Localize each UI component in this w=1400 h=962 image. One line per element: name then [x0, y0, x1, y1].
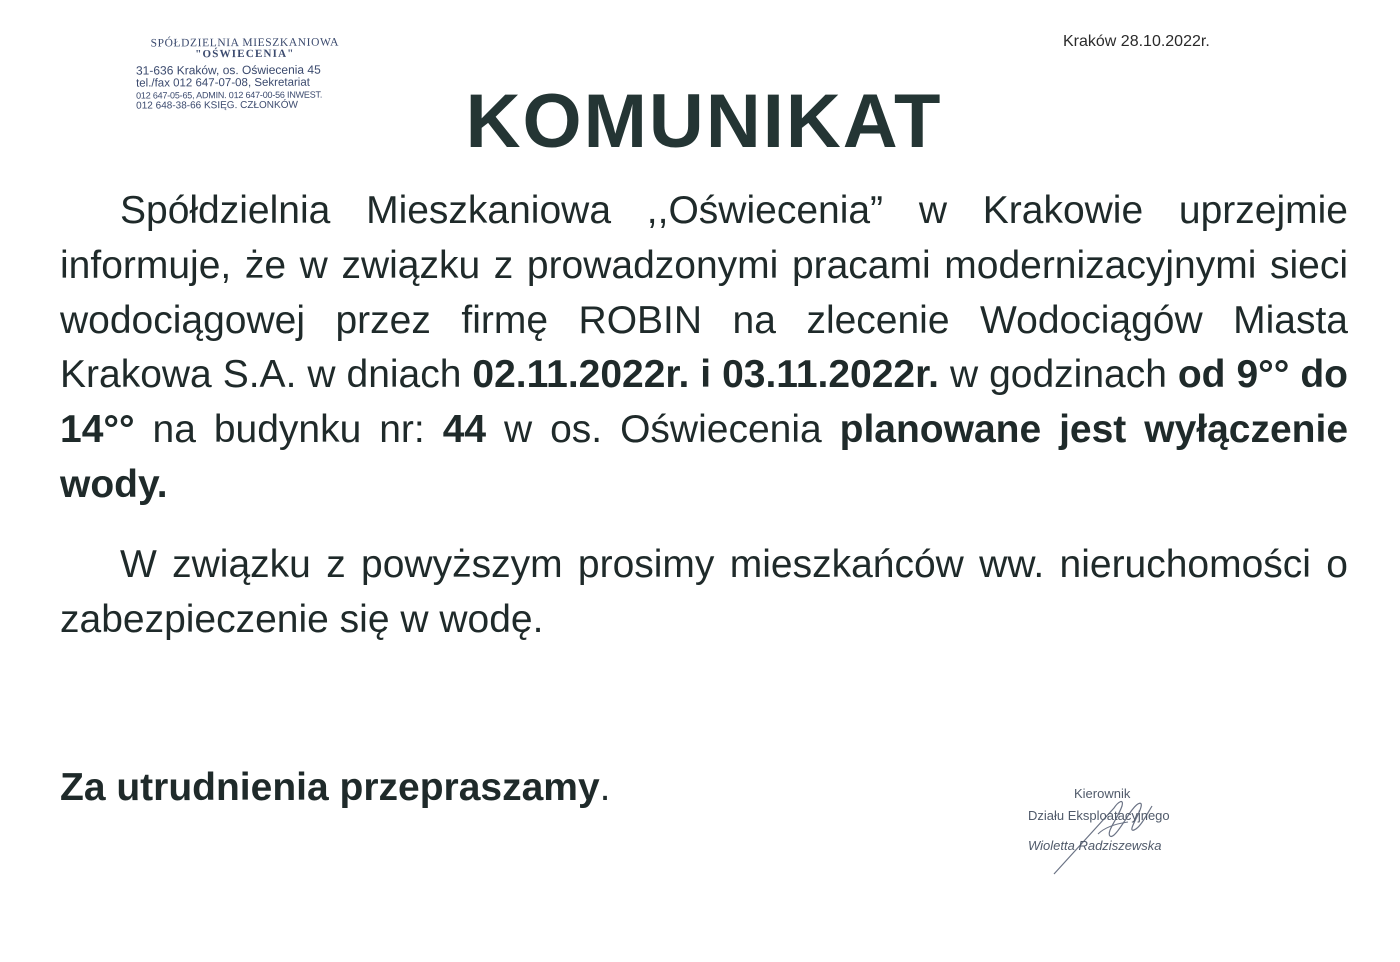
paragraph-text-1: Spółdzielnia Mieszkaniowa ,,Oświecenia” w Krakowie uprzejmie informuje, że w związku z prowadzonymi pracami modernizacyjnymi sieci wodociągowej przez firmę ROBIN na zlecenie Wodociągów Miasta Krakowa S.A. w dniach: [60, 189, 1348, 397]
announcement-paragraph: [60, 184, 1348, 513]
shutoff-date-1: 02.11.2022r.: [472, 353, 690, 397]
conjunction: i: [689, 353, 723, 397]
document-date: Kraków 28.10.2022r.: [1063, 33, 1210, 50]
handwritten-signature: [1044, 788, 1164, 878]
stamp-phone-2: 012 647-05-65, ADMIN. 012 647-00-56 INWEST.: [136, 89, 323, 101]
shutoff-notice: planowane jest wyłączenie wody.: [60, 408, 1349, 506]
request-paragraph: W związku z powyższym prosimy mieszkańców ww. nieruchomości o zabezpieczenie się w wodę.: [60, 542, 1348, 641]
stamp-phone: tel./fax 012 647-07-08, Sekretariat: [136, 76, 310, 90]
shutoff-date-2: 03.11.2022r.: [722, 353, 939, 397]
stamp-phone-3: 012 648-38-66 KSIĘG. CZŁONKÓW: [136, 99, 298, 112]
closing-text: Za utrudnienia przepraszamy: [60, 766, 600, 809]
closing-period: .: [599, 766, 611, 809]
document-title: KOMUNIKAT: [465, 79, 943, 164]
announcement-body: [60, 184, 1348, 647]
stamp-address: 31-636 Kraków, os. Oświecenia 45: [135, 62, 321, 78]
paragraph-text-4: w os. Oświecenia: [486, 408, 840, 452]
paragraph-text-3: na budynku nr:: [134, 408, 443, 452]
signature-title-2: Działu Eksploatacyjnego: [1028, 808, 1170, 823]
signature-title-1: Kierownik: [1074, 786, 1131, 801]
closing-apology: [60, 766, 610, 810]
shutoff-hours: od 9°° do 14°°: [60, 353, 1348, 452]
building-number: 44: [442, 408, 487, 452]
stamp-organization: SPÓŁDZIELNIA MIESZKANIOWA: [150, 36, 340, 50]
stamp-name: "OŚWIECENIA": [195, 47, 295, 61]
paragraph-text-2: w godzinach: [938, 353, 1178, 397]
signature-name: Wioletta Radziszewska: [1028, 838, 1162, 853]
